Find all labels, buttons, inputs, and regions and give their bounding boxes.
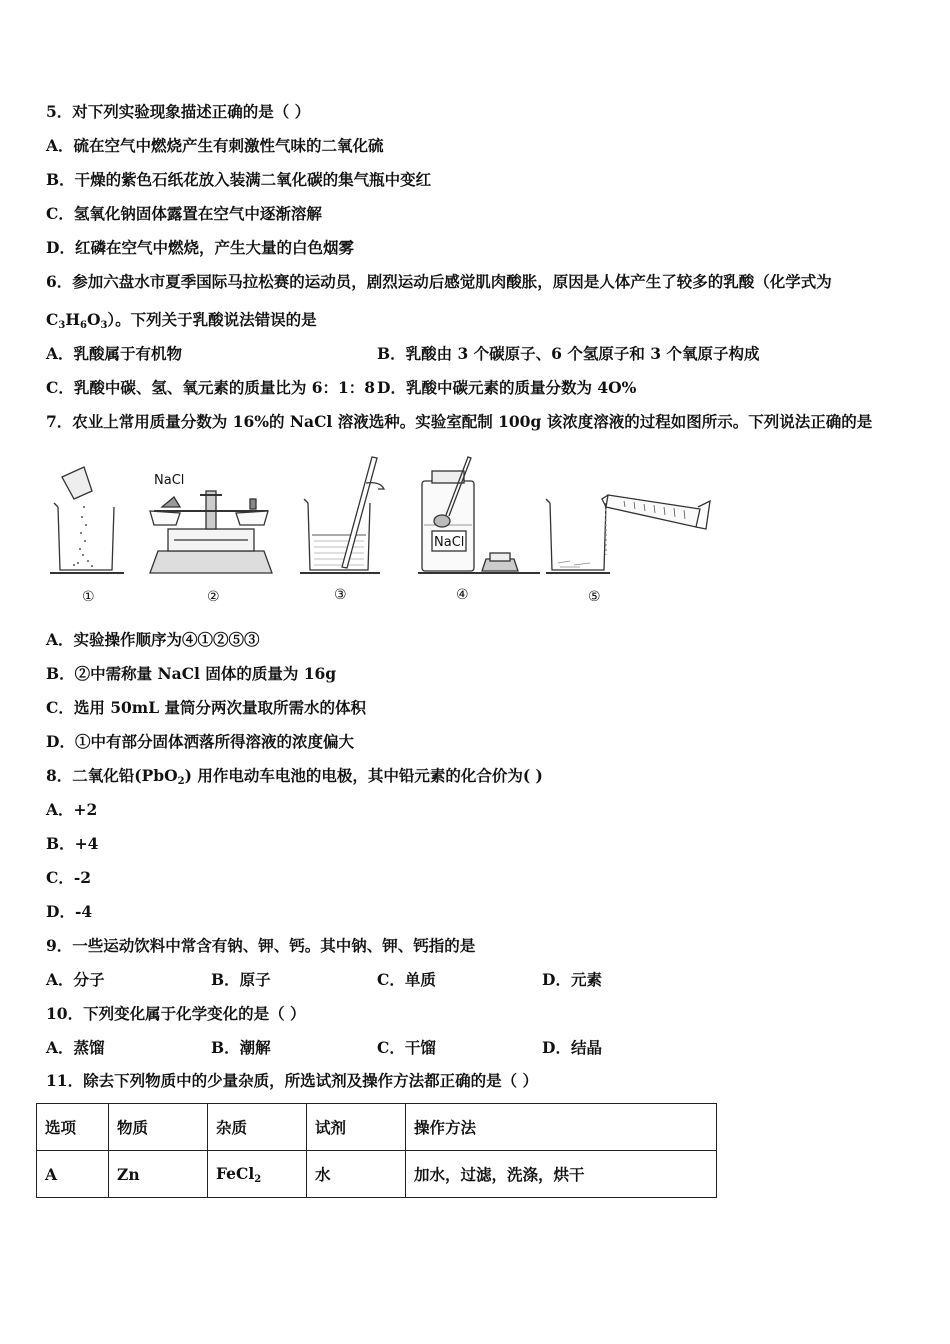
q6-option-a: A．乳酸属于有机物 xyxy=(46,344,183,363)
q11-stem: 11．除去下列物质中的少量杂质，所选试剂及操作方法都正确的是（ ） xyxy=(46,1071,538,1090)
cell-method: 加水，过滤，洗涤，烘干 xyxy=(406,1151,717,1198)
figure-label-1: ① xyxy=(82,589,95,605)
q8-option-a: A．+2 xyxy=(46,800,98,819)
figure-label-5: ⑤ xyxy=(588,589,601,605)
q7-option-c: C．选用 50mL 量筒分两次量取所需水的体积 xyxy=(46,698,366,717)
q8-stem xyxy=(46,766,543,792)
beaker-pouring-solid xyxy=(50,467,124,573)
q8-stem-sub: 2 xyxy=(177,776,185,787)
figure-label-4: ④ xyxy=(456,587,469,603)
q8-stem-b: ) 用作电动车电池的电极，其中铅元素的化合价为( ) xyxy=(184,766,543,785)
cell-option: A xyxy=(37,1151,109,1198)
q6-stem-rest: ）。下列关于乳酸说法错误的是 xyxy=(107,310,317,329)
header-method: 操作方法 xyxy=(406,1104,717,1151)
q6-option-d: D．乳酸中碳元素的质量分数为 4O% xyxy=(377,378,637,397)
q8-option-c: C．-2 xyxy=(46,868,92,887)
formula-c: C xyxy=(46,310,59,329)
q6-option-c: C．乳酸中碳、氢、氧元素的质量比为 6：1：8 xyxy=(46,378,376,397)
figure-label-3: ③ xyxy=(334,587,347,603)
q5-stem: 5．对下列实验现象描述正确的是（ ） xyxy=(46,102,311,121)
q10-option-b: B．潮解 xyxy=(211,1038,271,1057)
balance-scale xyxy=(150,491,272,573)
header-reagent: 试剂 xyxy=(307,1104,406,1151)
header-impurity: 杂质 xyxy=(208,1104,307,1151)
q9-stem: 9．一些运动饮料中常含有钠、钾、钙。其中钠、钾、钙指的是 xyxy=(46,936,476,955)
formula-c-sub: 3 xyxy=(58,320,66,331)
q7-option-d: D．①中有部分固体洒落所得溶液的浓度偏大 xyxy=(46,732,354,751)
header-substance: 物质 xyxy=(109,1104,208,1151)
formula-o: O xyxy=(86,310,101,329)
cell-reagent: 水 xyxy=(307,1151,406,1198)
impurity-sub: 2 xyxy=(254,1173,262,1185)
impurity-main: FeCl xyxy=(216,1163,255,1183)
formula-o-sub: 3 xyxy=(100,320,108,331)
q9-option-d: D．元素 xyxy=(542,970,602,989)
formula-h-sub: 6 xyxy=(79,320,87,331)
q8-option-d: D．-4 xyxy=(46,902,93,921)
q5-option-a: A．硫在空气中燃烧产生有刺激性气味的二氧化硫 xyxy=(46,136,384,155)
formula-h: H xyxy=(65,310,80,329)
table-row xyxy=(37,1151,717,1198)
q7-option-a: A．实验操作顺序为④①②⑤③ xyxy=(46,630,260,649)
table-header-row xyxy=(37,1104,717,1151)
q7-option-b: B．②中需称量 NaCl 固体的质量为 16g xyxy=(46,664,337,683)
q6-stem: 6．参加六盘水市夏季国际马拉松赛的运动员，剧烈运动后感觉肌肉酸胀，原因是人体产生了较多的乳酸（化学式为 xyxy=(46,272,832,291)
reagent-jar xyxy=(418,457,540,573)
figure-label-2: ② xyxy=(207,589,220,605)
q11-table xyxy=(36,1103,717,1198)
q5-option-c: C．氢氧化钠固体露置在空气中逐渐溶解 xyxy=(46,204,322,223)
q10-option-c: C．干馏 xyxy=(377,1038,436,1057)
q10-option-d: D．结晶 xyxy=(542,1038,602,1057)
header-option: 选项 xyxy=(37,1104,109,1151)
q6-option-b: B．乳酸由 3 个碳原子、6 个氢原子和 3 个氧原子构成 xyxy=(377,344,760,363)
q8-option-b: B．+4 xyxy=(46,834,99,853)
q9-option-c: C．单质 xyxy=(377,970,436,989)
cell-impurity xyxy=(208,1151,307,1198)
q6-stem-formula xyxy=(46,310,317,336)
q8-stem-a: 8．二氧化铅(PbO xyxy=(46,766,178,785)
q5-option-b: B．干燥的紫色石纸花放入装满二氧化碳的集气瓶中变红 xyxy=(46,170,432,189)
cell-substance: Zn xyxy=(109,1151,208,1198)
cylinder-pouring-water xyxy=(546,495,710,573)
beaker-stirring xyxy=(300,457,384,573)
q9-option-b: B．原子 xyxy=(211,970,271,989)
experiment-figure xyxy=(50,455,730,615)
nacl-label-balance: NaCl xyxy=(154,473,185,488)
q9-option-a: A．分子 xyxy=(46,970,105,989)
q5-option-d: D．红磷在空气中燃烧，产生大量的白色烟雾 xyxy=(46,238,354,257)
q10-option-a: A．蒸馏 xyxy=(46,1038,105,1057)
experiment-illustration xyxy=(50,455,730,615)
q7-stem: 7．农业上常用质量分数为 16%的 NaCl 溶液选种。实验室配制 100g 该浓度溶液的过程如图所示。下列说法正确的是 xyxy=(46,412,873,431)
nacl-label-jar: NaCl xyxy=(434,535,465,550)
q10-stem: 10．下列变化属于化学变化的是（ ） xyxy=(46,1004,306,1023)
